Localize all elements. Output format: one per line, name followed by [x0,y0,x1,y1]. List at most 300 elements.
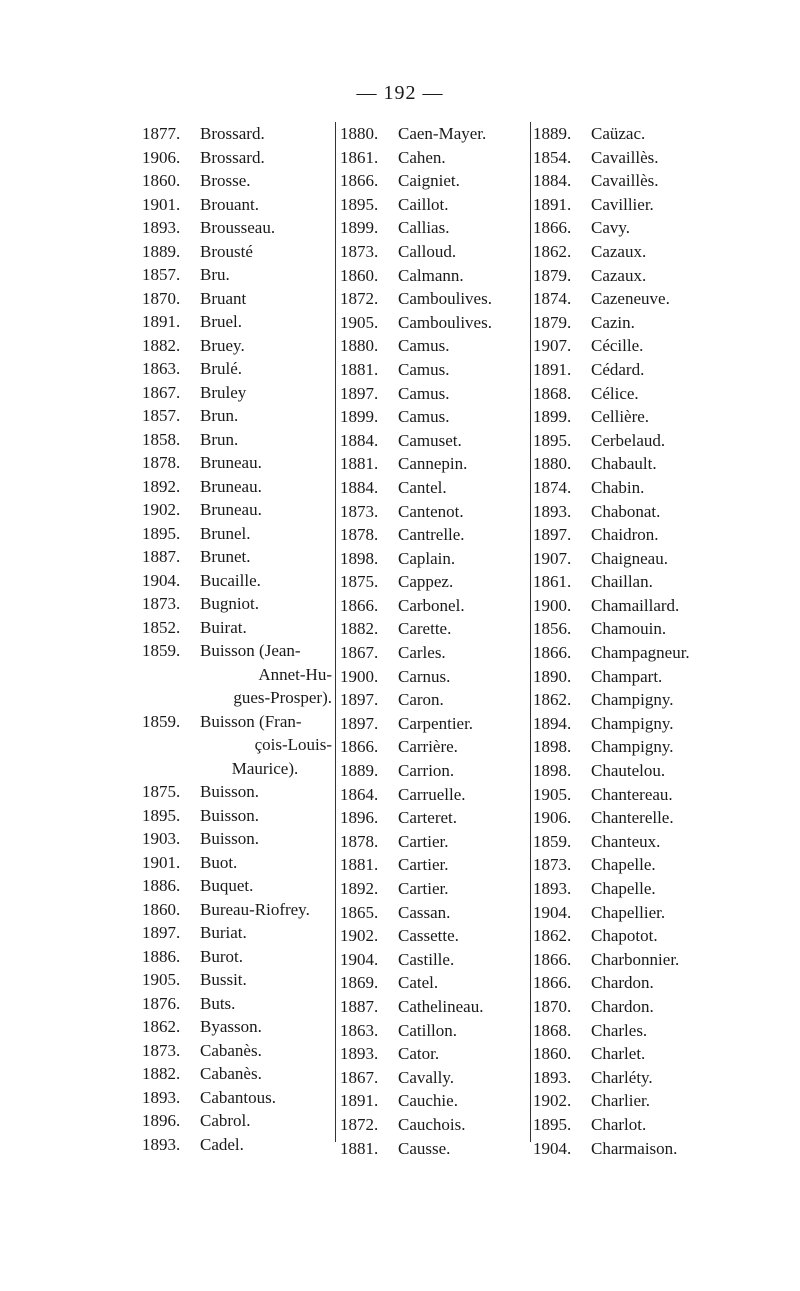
entry-year: 1899. [340,407,379,427]
entry-year: 1899. [533,407,572,427]
entry-name: Chapellier. [591,902,666,922]
entry-name: Brunel. [200,523,251,543]
entry-year: 1892. [142,476,181,496]
entry-year: 1898. [533,737,572,757]
list-item [340,759,534,783]
entry-year: 1868. [533,383,572,403]
entry-name: Catillon. [398,1020,458,1040]
entry-name: Cantrelle. [398,525,465,545]
list-item [340,924,534,948]
list-item [340,688,534,712]
entry-name: Bussit. [200,970,247,989]
entry-name: Carles. [398,643,446,663]
list-item [340,853,534,877]
entry-name: Brouant. [200,194,260,214]
list-item [340,877,534,901]
list-item [142,1062,338,1086]
entry-name: Camboulives. [398,312,492,332]
list-item [340,617,534,641]
entry-year: 1907. [533,548,572,568]
entry-name: Cappez. [398,572,454,592]
list-item [340,948,534,972]
entry-name: Chabin. [591,477,645,497]
entry-year: 1891. [340,1091,379,1111]
entry-name: Bruel. [200,312,243,331]
entry-name: Caüzac. [591,124,646,143]
entry-name: Bru. [200,265,230,284]
list-item [533,1089,723,1113]
list-item [142,1039,338,1063]
list-item [340,594,534,618]
list-item [533,452,723,476]
list-item [533,641,723,665]
entry-name-continuation: çois-Louis- [254,735,332,754]
entry-name: Cédard. [591,359,645,379]
entry-name: Cécille. [591,336,644,356]
list-item [533,995,723,1019]
entry-name: Champart. [591,666,663,686]
list-item [533,924,723,948]
list-item [142,921,338,945]
list-item [340,901,534,925]
entry-name: Chapelle. [591,855,656,875]
list-item [142,263,338,287]
entry-name: Chanteux. [591,831,661,851]
entry-year: 1895. [340,194,379,214]
list-item [340,169,534,193]
list-item [142,357,338,381]
entry-year: 1893. [533,501,572,521]
entry-name: Cauchie. [398,1091,458,1111]
entry-year: 1895. [142,805,181,825]
list-item [340,735,534,759]
entry-year: 1896. [142,1111,181,1130]
list-item [142,592,338,616]
entry-name: Bruneau. [200,500,262,519]
entry-year: 1873. [340,501,379,521]
entry-year: 1897. [533,525,572,545]
list-item [340,1066,534,1090]
entry-name: Brosse. [200,171,251,190]
entry-name: Buisson. [200,829,260,848]
entry-name: Chapotot. [591,926,658,946]
entry-name: Cavillier. [591,194,654,214]
entry-year: 1860. [142,171,181,190]
list-item [340,358,534,382]
entry-name: Chantereau. [591,784,673,804]
entry-name: Brulé. [200,359,243,378]
entry-name: Caigniet. [398,171,460,191]
entry-name: Buisson (Fran- [200,711,302,731]
list-item [340,1137,534,1161]
entry-year: 1904. [340,949,379,969]
entry-name: Chardon. [591,973,654,993]
entry-name: Calloud. [398,241,457,261]
entry-name: Chabault. [591,454,657,474]
entry-name: Chaidron. [591,525,659,545]
list-item [142,545,338,569]
entry-year: 1876. [142,993,181,1013]
entry-year: 1891. [142,312,181,331]
entry-year: 1893. [142,1134,181,1154]
entry-year: 1862. [533,690,572,710]
list-item [142,945,338,969]
entry-year: 1894. [533,713,572,733]
entry-name: Brousté [200,241,253,261]
entry-name: Buisson. [200,782,260,801]
entry-year: 1873. [142,1040,181,1060]
list-item [533,193,723,217]
list-item [142,898,338,922]
entry-year: 1880. [533,454,572,474]
entry-name: Charlier. [591,1091,651,1111]
entry-name: Cazeneuve. [591,289,670,309]
entry-name: Cabanès. [200,1040,262,1060]
list-item [142,146,338,170]
list-item [142,992,338,1016]
entry-year: 1897. [340,383,379,403]
entry-year: 1905. [340,312,379,332]
entry-name: Chabonat. [591,501,661,521]
entry-year: 1879. [533,312,572,332]
list-item [142,216,338,240]
list-item [142,475,338,499]
entry-year: 1890. [533,666,572,686]
entry-name: Bruley [200,382,247,402]
entry-name: Charmaison. [591,1138,678,1158]
list-item [340,712,534,736]
list-item [533,735,723,759]
list-item [340,523,534,547]
list-item [142,428,338,452]
list-item [340,1113,534,1137]
list-item [340,641,534,665]
list-item [533,712,723,736]
entry-name: Cathelineau. [398,996,484,1016]
entry-year: 1860. [142,899,181,919]
entry-name: Cabrol. [200,1111,251,1130]
name-column-3 [533,122,723,1160]
entry-year: 1863. [142,359,181,378]
entry-year: 1893. [142,1087,181,1107]
list-item [340,216,534,240]
entry-year: 1861. [340,147,379,167]
list-item [142,334,338,358]
list-item [142,874,338,898]
list-item [340,452,534,476]
entry-name: Brossard. [200,124,265,143]
list-item [533,500,723,524]
entry-name: Caron. [398,690,444,710]
entry-year: 1889. [142,241,181,261]
entry-name: Buot. [200,852,238,872]
entry-year: 1866. [533,973,572,993]
list-item [142,780,338,804]
list-item [142,639,338,663]
entry-name: Carteret. [398,808,457,828]
list-item [142,240,338,264]
list-item [533,523,723,547]
list-item [340,665,534,689]
entry-year: 1902. [340,926,379,946]
entry-year: 1869. [340,973,379,993]
list-item [340,500,534,524]
list-item [533,570,723,594]
list-item [533,1137,723,1161]
entry-name: Carbonel. [398,595,465,615]
entry-name: Cazaux. [591,265,647,285]
entry-name: Cator. [398,1044,440,1064]
entry-year: 1854. [533,147,572,167]
list-item [533,240,723,264]
entry-year: 1867. [340,1067,379,1087]
list-item [533,334,723,358]
entry-year: 1895. [142,523,181,543]
entry-name: Cazin. [591,312,635,332]
entry-year: 1875. [142,782,181,801]
entry-year: 1900. [340,666,379,686]
entry-year: 1859. [142,641,181,660]
entry-year: 1897. [340,713,379,733]
entry-year: 1873. [340,241,379,261]
entry-year: 1884. [340,477,379,497]
entry-year: 1866. [533,949,572,969]
list-item [533,476,723,500]
page-number: — 192 — [356,82,444,104]
list-item [142,122,338,146]
list-item [142,193,338,217]
entry-name: Brunet. [200,547,251,566]
list-item [142,498,338,522]
list-item [533,830,723,854]
entry-year: 1893. [142,218,181,237]
entry-year: 1878. [340,525,379,545]
entry-year: 1889. [340,761,379,781]
entry-name: Cadel. [200,1134,244,1154]
list-item [142,1015,338,1039]
entry-year: 1864. [340,784,379,804]
list-item [142,287,338,311]
list-item [142,1133,338,1157]
entry-year: 1903. [142,829,181,848]
entry-year: 1857. [142,265,181,284]
entry-name: Charlot. [591,1114,647,1134]
list-item [533,429,723,453]
entry-name: Carrière. [398,737,458,757]
entry-name: Cavally. [398,1067,455,1087]
entry-name: Causse. [398,1138,451,1158]
entry-name: Cauchois. [398,1114,466,1134]
list-item [340,806,534,830]
entry-year: 1882. [142,1064,181,1083]
entry-name: Bruant [200,288,247,308]
list-item [340,287,534,311]
entry-year: 1859. [142,711,181,731]
list-item [533,287,723,311]
entry-name: Cavaillès. [591,147,659,167]
entry-year: 1904. [142,570,181,590]
entry-year: 1881. [340,855,379,875]
entry-year: 1881. [340,359,379,379]
entry-year: 1862. [142,1017,181,1036]
entry-year: 1852. [142,617,181,637]
entry-name: Callias. [398,218,450,238]
list-item [340,240,534,264]
entry-name: Camus. [398,407,450,427]
entry-name: Célice. [591,383,639,403]
entry-year: 1905. [142,970,181,989]
entry-name: Cassan. [398,902,451,922]
list-item [340,476,534,500]
entry-year: 1898. [533,761,572,781]
list-item [142,851,338,875]
entry-year: 1872. [340,289,379,309]
entry-name: Cazaux. [591,241,647,261]
entry-year: 1872. [340,1114,379,1134]
list-item [533,358,723,382]
entry-name: Cavy. [591,218,631,238]
list-item [533,216,723,240]
entry-name-continuation: Annet-Hu- [258,664,332,684]
list-item [142,569,338,593]
list-item [142,804,338,828]
entry-year: 1895. [533,1114,572,1134]
entry-name: Cannepin. [398,454,468,474]
entry-year: 1875. [340,572,379,592]
entry-name: Camuset. [398,430,462,450]
list-item [533,853,723,877]
entry-year: 1859. [533,831,572,851]
list-item [340,405,534,429]
entry-name: Cerbelaud. [591,430,666,450]
list-item [142,827,338,851]
entry-name: Chanterelle. [591,808,674,828]
entry-name: Chamaillard. [591,595,680,615]
list-item [142,1086,338,1110]
entry-name: Catel. [398,973,439,993]
entry-name: Chardon. [591,996,654,1016]
list-item [533,1113,723,1137]
list-item [340,1089,534,1113]
list-item [142,1109,338,1133]
entry-year: 1874. [533,477,572,497]
entry-name: Chamouin. [591,619,667,639]
list-item [533,122,723,146]
entry-name: Chapelle. [591,879,656,898]
entry-year: 1873. [533,855,572,875]
list-item [533,547,723,571]
entry-name: Carrion. [398,761,455,781]
entry-year: 1870. [142,288,181,308]
list-item [533,311,723,335]
entry-year: 1878. [340,831,379,851]
entry-name: Calmann. [398,265,464,285]
list-item [340,193,534,217]
entry-year: 1879. [533,265,572,285]
entry-year: 1893. [533,1067,572,1087]
entry-year: 1904. [533,1138,572,1158]
entry-year: 1887. [340,996,379,1016]
entry-year: 1857. [142,406,181,425]
entry-name: Cellière. [591,407,650,427]
entry-year: 1896. [340,808,379,828]
list-item [340,1019,534,1043]
entry-name: Bureau-Riofrey. [200,899,310,919]
entry-year: 1897. [142,923,181,942]
entry-year: 1878. [142,453,181,472]
entry-year: 1863. [340,1020,379,1040]
entry-year: 1882. [142,335,181,355]
entry-year: 1880. [340,336,379,356]
entry-name: Chautelou. [591,761,666,781]
list-item [533,382,723,406]
entry-year: 1892. [340,879,379,898]
entry-year: 1860. [340,265,379,285]
entry-name: Brun. [200,429,239,449]
entry-year: 1862. [533,241,572,261]
name-column-2 [340,122,534,1160]
list-item [533,759,723,783]
entry-year: 1866. [340,595,379,615]
list-item [340,382,534,406]
entry-year: 1882. [340,619,379,639]
list-item [340,429,534,453]
entry-name: Buisson (Jean- [200,641,301,660]
list-item [533,901,723,925]
entry-name: Charbonnier. [591,949,680,969]
list-item [340,264,534,288]
list-item [340,995,534,1019]
entry-year: 1858. [142,429,181,449]
entry-name-continuation: Maurice). [231,758,299,778]
name-column-1 [142,122,338,1156]
list-item [533,948,723,972]
entry-name: Bugniot. [200,594,260,613]
entry-name: Charlet. [591,1044,646,1064]
entry-year: 1862. [533,926,572,946]
entry-year: 1867. [340,643,379,663]
entry-name: Cahen. [398,147,446,167]
entry-year: 1889. [533,124,572,143]
entry-name: Cartier. [398,879,449,898]
list-item [142,522,338,546]
entry-name: Camus. [398,359,450,379]
entry-name: Bruneau. [200,453,262,472]
entry-year: 1877. [142,124,181,143]
entry-year: 1873. [142,594,181,613]
entry-name: Caillot. [398,194,449,214]
list-item [142,310,338,334]
list-item [533,146,723,170]
list-item [533,405,723,429]
list-item [142,404,338,428]
entry-name: Brousseau. [200,218,276,237]
list-item [340,830,534,854]
entry-name: Cartier. [398,831,449,851]
list-item [533,1066,723,1090]
entry-year: 1881. [340,1138,379,1158]
list-item [340,783,534,807]
entry-name: Burot. [200,946,243,966]
entry-year: 1866. [533,643,572,663]
entry-name: Buisson. [200,805,260,825]
list-item [533,617,723,641]
entry-name: Carruelle. [398,784,466,804]
entry-name: Chaigneau. [591,548,668,568]
entry-year: 1897. [340,690,379,710]
entry-year: 1880. [340,124,379,143]
list-item [533,264,723,288]
